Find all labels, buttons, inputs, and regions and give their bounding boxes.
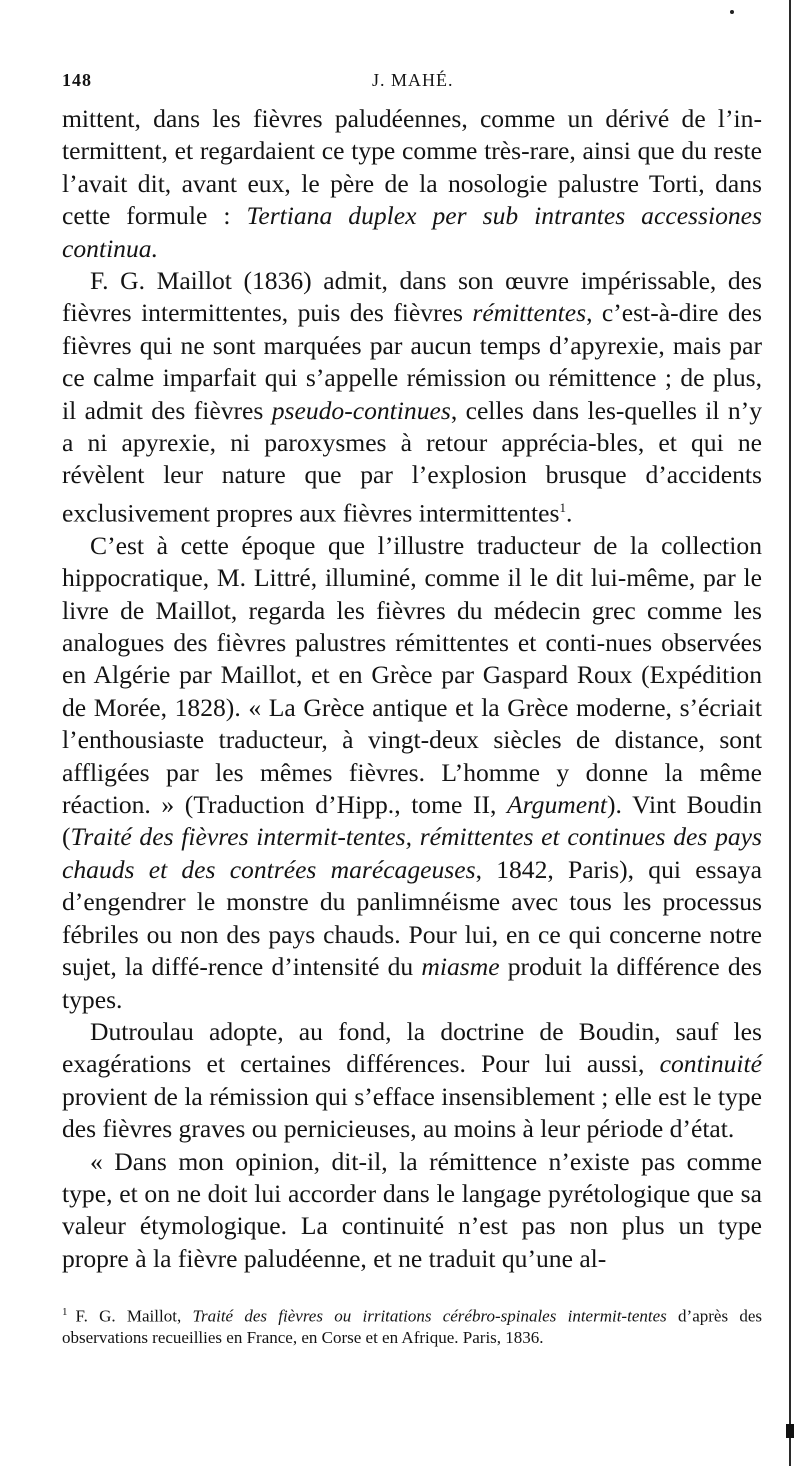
body-text <box>62 103 762 1275</box>
text-run: ). Vint Boudin ( <box>62 790 762 852</box>
text-run: , c’est-à-dire des fièvres qui ne sont marquées par aucun temps d’apyrexie, mais par ce calme imparfait qui s’appelle rémission ou rémittence ; de plus, il admit des fièvres <box>62 298 762 425</box>
footnote-reference: 1 <box>559 499 566 515</box>
text-run: mittent, dans les fièvres paludéennes, comme un dérivé de l’in-termittent, et regardaient ce type comme très-rare, ainsi que du reste l’avait dit, avant eux, le père de la nosologie palustre Torti, dans cette formule : <box>62 104 762 231</box>
footnote-marker: 1 <box>62 1306 68 1318</box>
paragraph <box>62 265 762 530</box>
text-run: « Dans mon opinion, dit-il, la rémittence n’existe pas comme type, et on ne doit lui accorder dans le langage pyrétologique que sa valeur étymologique. La continuité n’est pas non plus un type propre à la fièvre paludéenne, et ne traduit qu’une al- <box>62 1146 762 1273</box>
text-run: Dutroulau adopte, au fond, la doctrine de Boudin, sauf les exagérations et certaines différences. Pour lui aussi, <box>62 1016 762 1079</box>
text-run: C’est à cette époque que l’illustre traducteur de la collection hippocratique, M. Littré, illuminé, comme il le dit lui-même, par le livre de Maillot, regarda les fièvres du médecin grec comme les analogues des fièvres palustres rémittentes et conti-nues observées en Algérie par Maillot, et en Grèce par Gaspard Roux (Expédition de Morée, 1828). « La Grèce antique et la Grèce moderne, s’écriait l’enthousiaste traducteur, à vingt-deux siècles de distance, sont affligées par les mêmes fièvres. L’homme y donne la même réaction. » (Traduction d’Hipp., tome II, <box>62 530 762 820</box>
footnote <box>62 1302 762 1348</box>
text-run: . <box>566 498 573 528</box>
italic-text: Argument <box>507 790 608 820</box>
page-number: 148 <box>62 70 92 90</box>
text-run: F. G. Maillot, <box>75 1306 193 1326</box>
running-head: J. MAHÉ. <box>372 70 454 90</box>
page-edge-line <box>789 0 791 1466</box>
text-run: , celles dans les-quelles il n’y a ni apyrexie, ni paroxysmes à retour apprécia-bles, et qui ne révèlent leur nature que par l’explosion brusque d’accidents exclusivement propres aux fièvres intermittentes <box>62 395 762 528</box>
italic-text: rémittentes <box>472 298 587 328</box>
italic-text: miasme <box>421 952 500 982</box>
text-run: F. G. Maillot (1836) admit, dans son œuvre impérissable, des fièvres intermittentes, puis des fièvres <box>62 266 762 328</box>
paragraph <box>62 1146 762 1276</box>
italic-text: pseudo-continues <box>271 395 451 425</box>
footnotes <box>62 1302 762 1348</box>
text-run: d’après des observations recueillies en France, en Corse et en Afrique. Paris, 1836. <box>62 1306 762 1347</box>
italic-text: Tertiana duplex per sub intrantes accessiones continua. <box>62 201 763 263</box>
text-run: provient de la rémission qui s’efface insensiblement ; elle est le type des fièvres graves ou pernicieuses, au moins à leur période d’état. <box>62 1081 762 1144</box>
paragraph <box>62 530 762 1016</box>
text-run: produit la différence des types. <box>62 952 762 1014</box>
italic-text: Traité des fièvres ou irritations cérébro-spinales intermit-tentes <box>192 1306 667 1326</box>
italic-text: Traité des fièvres intermit-tentes, rémittentes et continues des pays chauds et des contrées marécageuses <box>62 822 762 884</box>
paragraph <box>62 103 762 265</box>
text-run: , 1842, Paris), qui essaya d’engendrer le monstre du panlimnéisme avec tous les processus fébriles ou non des pays chauds. Pour lui, en ce qui concerne notre sujet, la diffé-rence d’intensité du <box>62 854 762 982</box>
page-header <box>62 70 760 100</box>
ink-speck <box>730 10 734 14</box>
paragraph <box>62 1016 762 1146</box>
italic-text: continuité <box>659 1049 762 1079</box>
corner-mark <box>786 1424 794 1438</box>
